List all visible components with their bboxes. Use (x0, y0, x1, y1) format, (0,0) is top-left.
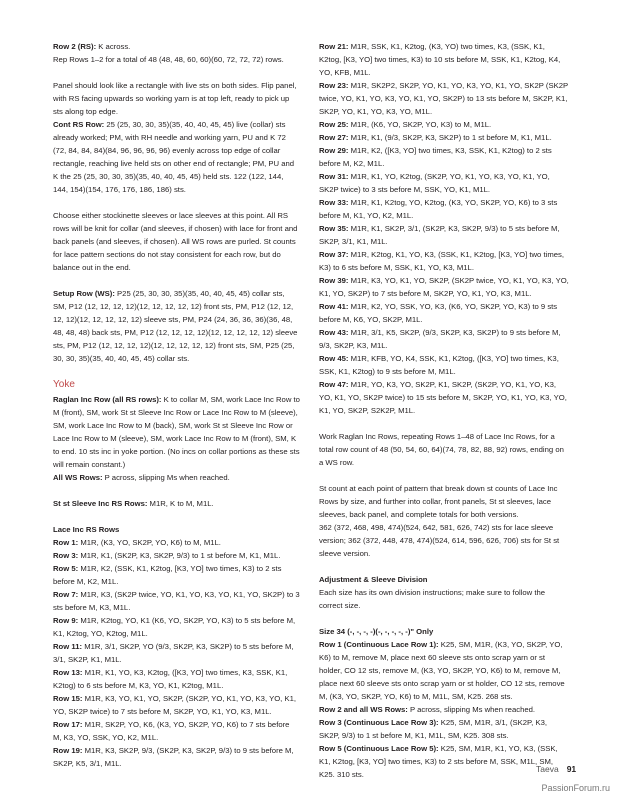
lace-row-label: Row 41: (319, 302, 349, 311)
lace-row (319, 352, 569, 378)
stst-text: M1R, K to M, M1L. (147, 499, 214, 508)
lace-row-text: M1R, 3/1, K5, SK2P, (9/3, SK2P, K3, SK2P) to 9 sts before M, 9/3, SK2P, K3, M1L. (319, 328, 561, 350)
left-column (53, 40, 300, 770)
panel-paragraph: Panel should look like a rectangle with live sts on both sides. Flip panel, with RS facing upwards so working yarn is at top left, ready to pick up sts along top edge. (53, 81, 297, 116)
lace-row-text: M1R, 3/1, SK2P, YO (9/3, SK2P, K3, SK2P) to 5 sts before M, 3/1, SK2P, K1, M1L. (53, 642, 294, 664)
stst-paragraph (53, 497, 300, 510)
lace-row-label: Row 13: (53, 668, 83, 677)
lace-row-text: M1R, K2, YO, SSK, YO, K3, (K6, YO, SK2P, YO, K3) to 9 sts before M, K6, YO, SK2P, M1L. (319, 302, 558, 324)
lace-row-label: Row 27: (319, 133, 349, 142)
lace-row (319, 274, 569, 300)
lace-row-label: Row 3: (53, 551, 79, 560)
lace-row-text: M1R, K1, (9/3, SK2P, K3, SK2P) to 1 st before M, K1, M1L. (348, 133, 552, 142)
lace-row-text: M1R, K1, YO, K2tog, (SK2P, YO, K1, YO, K3, YO, K1, YO, SK2P twice) to 3 sts before M, SSK, YO, K1, M1L. (319, 172, 550, 194)
lace-row-label: Row 1: (53, 538, 79, 547)
lace-row-label: Row 45: (319, 354, 349, 363)
size-heading: Size 34 (-, -, -, -)(-, -, -, -, -)" Only (319, 627, 434, 636)
size-row-label: Row 3 (Continuous Lace Row 3): (319, 718, 439, 727)
lace-row (319, 144, 569, 170)
lace-row (53, 588, 300, 614)
size-row-label: Row 2 and all WS Rows: (319, 705, 408, 714)
size-row-text: K25, SM, M1R, K1, YO, K3, (SSK, K1, K2tog, [K3, YO] two times, K3) to 2 sts before M, SSK, M1L, SM, K25. 310 sts. (319, 744, 558, 779)
size-row-text: P across, slipping Ms when reached. (407, 705, 536, 714)
watermark: PassionForum.ru (541, 783, 610, 793)
lace-row-label: Row 17: (53, 720, 83, 729)
lace-row-text: M1R, K3, SK2P, 9/3, (SK2P, K3, SK2P, 9/3) to 9 sts before M, SK2P, K5, 3/1, M1L. (53, 746, 294, 768)
lace-row (53, 692, 300, 718)
allws-label: All WS Rows: (53, 473, 103, 482)
raglan-paragraph (53, 393, 300, 471)
lace-row-text: M1R, SK2P2, SK2P, YO, K1, YO, K3, YO, K1, YO, SK2P (SK2P twice, YO, K1, YO, K3, YO, K1, YO, SK2P) to 13 sts before M, SK2P, K1, SK2P, YO, K1, YO, K3, YO, M1L. (319, 81, 568, 116)
size-row (319, 716, 569, 742)
lace-row-label: Row 31: (319, 172, 349, 181)
lace-row-label: Row 21: (319, 42, 349, 51)
setup-label: Setup Row (WS): (53, 289, 115, 298)
adjust-heading: Adjustment & Sleeve Division (319, 575, 428, 584)
lace-row-label: Row 19: (53, 746, 83, 755)
lace-row-label: Row 7: (53, 590, 79, 599)
lace-row-label: Row 33: (319, 198, 349, 207)
lace-row-text: M1R, K2, ([K3, YO] two times, K3, SSK, K1, K2tog) to 2 sts before M, K2, M1L. (319, 146, 552, 168)
lace-row (319, 131, 569, 144)
lace-heading: Lace Inc RS Rows (53, 525, 120, 534)
lace-row (53, 536, 300, 549)
row2-label: Row 2 (RS): (53, 42, 97, 51)
choose-paragraph: Choose either stockinette sleeves or lace sleeves at this point. All RS rows will be knit for collar (and sleeves, if chosen) with lace for front and back panels (and sleeves, if chosen). All WS rows are purled. St counts for lace pattern sections do not stay consistent for each row, but do balance out in the end. (53, 211, 298, 272)
allws-text: P across, slipping Ms when reached. (102, 473, 230, 482)
lace-row-label: Row 9: (53, 616, 79, 625)
lace-row-label: Row 23: (319, 81, 349, 90)
lace-row (53, 666, 300, 692)
work-paragraph: Work Raglan Inc Rows, repeating Rows 1–48 of Lace Inc Rows, for a total row count of 48 (50, 54, 60, 64)(74, 78, 82, 88, 92) rows, ending on a WS row. (319, 432, 564, 467)
row2-paragraph (53, 40, 300, 53)
lace-row-text: M1R, (K3, YO, SK2P, YO, K6) to M, M1L. (78, 538, 221, 547)
lace-row (53, 549, 300, 562)
lace-row (319, 248, 569, 274)
lace-row-text: M1R, K2tog, YO, K1 (K6, YO, SK2P, YO, K3) to 5 sts before M, K1, K2tog, YO, K2tog, M1L. (53, 616, 296, 638)
stst-label: St st Sleeve Inc RS Rows: (53, 499, 148, 508)
lace-row-text: M1R, K1, (SK2P, K3, SK2P, 9/3) to 1 st before M, K1, M1L. (78, 551, 281, 560)
setup-paragraph (53, 287, 300, 365)
lace-row (53, 640, 300, 666)
lace-row-label: Row 29: (319, 146, 349, 155)
size-row-text: K25, SM, M1R, (K3, YO, SK2P, YO, K6) to M, remove M, place next 60 sleeve sts onto scrap yarn or st holder, CO 12 sts, remove M, (K3, YO, SK2P, YO, K6) to M, remove M, place next 60 sleeve sts onto scrap yarn or st holder, CO 12 sts, remove M, (K3, YO, SK2P, YO, K6) to M, M1L, SM, K25. 268 sts. (319, 640, 565, 701)
allws-paragraph (53, 471, 300, 484)
totals-text: 362 (372, 468, 498, 474)(524, 642, 581, 626, 742) sts for lace sleeve version; 362 (372, 448, 478, 474)(524, 614, 596, 626, 706) sts for St st sleeve version. (319, 523, 560, 558)
raglan-text: K to collar M, SM, work Lace Inc Row to M (front), SM, work St st Sleeve Inc Row or Lace Inc Row to M (sleeve), SM, work Lace Inc Row to M (back), SM, work St st Sleeve Inc Row or Lace Inc Row to M (sleeve), SM, work Lace Inc Row to M (front), SM, K to end. 10 sts inc in yoke portion. (No incs on collar portions as these sts will remain constant.) (53, 395, 300, 469)
rep-paragraph: Rep Rows 1–2 for a total of 48 (48, 48, 60, 60)(60, 72, 72, 72) rows. (53, 55, 284, 64)
lace-row-label: Row 47: (319, 380, 349, 389)
count-paragraph (319, 482, 569, 560)
lace-row-text: M1R, K3, (SK2P twice, YO, K1, YO, K3, YO, K1, YO, SK2P) to 3 sts before M, K3, M1L. (53, 590, 300, 612)
lace-row (53, 562, 300, 588)
lace-row-label: Row 35: (319, 224, 349, 233)
lace-row-text: M1R, K2tog, K1, YO, K3, (SSK, K1, K2tog, [K3, YO] two times, K3) to 6 sts before M, SSK, K1, YO, K3, M1L. (319, 250, 564, 272)
lace-row-text: M1R, K2, (SSK, K1, K2tog, [K3, YO] two times, K3) to 2 sts before M, K2, M1L. (53, 564, 282, 586)
page-footer (536, 764, 576, 774)
lace-row (53, 744, 300, 770)
cont-paragraph (53, 118, 300, 196)
lace-row-label: Row 15: (53, 694, 83, 703)
size-row (319, 638, 569, 703)
lace-row-label: Row 39: (319, 276, 349, 285)
lace-row-text: M1R, SK2P, YO, K6, (K3, YO, SK2P, YO, K6) to 7 sts before M, K3, YO, SSK, YO, K2, M1L. (53, 720, 290, 742)
lace-row-text: M1R, K3, YO, K1, YO, SK2P, (SK2P twice, YO, K1, YO, K3, YO, K1, YO, SK2P) to 7 sts before M, SK2P, YO, K1, YO, K3, M1L. (319, 276, 569, 298)
lace-row-text: M1R, K1, K2tog, YO, K2tog, (K3, YO, SK2P, YO, K6) to 3 sts before M, K1, YO, K2, M1L. (319, 198, 558, 220)
lace-row (319, 118, 569, 131)
lace-row (319, 326, 569, 352)
size-row-text: K25, SM, M1R, 3/1, (SK2P, K3, SK2P, 9/3) to 1 st before M, K1, M1L, SM, K25. 308 sts. (319, 718, 547, 740)
page-number: 91 (566, 764, 577, 774)
size-row-label: Row 5 (Continuous Lace Row 5): (319, 744, 439, 753)
cont-label: Cont RS Row: (53, 120, 105, 129)
lace-row-text: M1R, K1, SK2P, 3/1, (SK2P, K3, SK2P, 9/3) to 5 sts before M, SK2P, 3/1, K1, M1L. (319, 224, 560, 246)
lace-row-text: M1R, YO, K3, YO, SK2P, K1, SK2P, (SK2P, YO, K1, YO, K3, YO, K1, YO, SK2P twice) to 15 sts before M, SK2P, YO, K1, YO, K3, YO, K1, YO, SK2P, S2K2P, M1L. (319, 380, 567, 415)
lace-row (53, 718, 300, 744)
size-row (319, 742, 569, 781)
adjust-paragraph: Each size has its own division instructions; make sure to follow the correct size. (319, 588, 546, 610)
lace-row-text: M1R, KFB, YO, K4, SSK, K1, K2tog, ([K3, YO] two times, K3, SSK, K1, K2tog) to 9 sts before M, M1L. (319, 354, 559, 376)
lace-row-label: Row 37: (319, 250, 349, 259)
lace-row (319, 378, 569, 417)
lace-row-text: M1R, K1, YO, K3, K2tog, ([K3, YO] two times, K3, SSK, K1, K2tog) to 6 sts before M, K3, YO, K1, K2tog, M1L. (53, 668, 288, 690)
lace-row (319, 300, 569, 326)
lace-row-label: Row 43: (319, 328, 349, 337)
setup-text: P25 (25, 30, 30, 35)(35, 40, 40, 45, 45) collar sts, SM, P12 (12, 12, 12, 12)(12, 12, 12, 12, 12) front sts, PM, P12 (12, 12, 12, 12)(12, 12, 12, 12, 12) sleeve sts, PM, P24 (24, 36, 36, 36)(36, 48, 48, 48, 48) back sts, PM, P12 (12, 12, 12, 12)(12, 12, 12, 12, 12) sleeve sts, PM, P12 (12, 12, 12, 12)(12, 12, 12, 12, 12) front sts, SM, P25 (25, 30, 30, 35)(35, 40, 40, 45, 45) collar sts. (53, 289, 298, 363)
lace-row (53, 614, 300, 640)
row2-text: K across. (96, 42, 131, 51)
right-column (319, 40, 569, 781)
lace-row (319, 79, 569, 118)
size-row-label: Row 1 (Continuous Lace Row 1): (319, 640, 439, 649)
lace-row (319, 196, 569, 222)
size-row (319, 703, 569, 716)
lace-row-text: M1R, SSK, K1, K2tog, (K3, YO) two times, K3, (SSK, K1, K2tog, [K3, YO] two times, K3) to 10 sts before M, SSK, K1, K2tog, K4, YO, KFB, M1L. (319, 42, 561, 77)
lace-row (319, 222, 569, 248)
cont-text: 25 (25, 30, 30, 35)(35, 40, 40, 45, 45) live (collar) sts already worked; PM, with RH needle and working yarn, PU and K 72 (72, 84, 84, 84)(84, 96, 96, 96, 96) evenly across top edge of collar rectangle, reaching live held sts on other end of rectangle; PM, PU and K the 25 (25, 30, 30, 35)(35, 40, 40, 45, 45) held sts. 122 (122, 144, 144, 154)(154, 176, 176, 186, 186) sts. (53, 120, 295, 194)
lace-row-text: M1R, K3, YO, K1, YO, SK2P, (SK2P, YO, K1, YO, K3, YO, K1, YO, SK2P twice) to 7 sts before M, SK2P, YO, K1, YO, K3, M1L. (53, 694, 296, 716)
raglan-label: Raglan Inc Row (all RS rows): (53, 395, 162, 404)
count-text: St count at each point of pattern that break down st counts of Lace Inc Rows by size, and further into collar, front panels, St st sleeves, lace sleeves, back panel, and complete totals for both versions. (319, 484, 558, 519)
lace-row-text: M1R, (K6, YO, SK2P, YO, K3) to M, M1L. (348, 120, 492, 129)
lace-row-label: Row 11: (53, 642, 83, 651)
lace-row-label: Row 25: (319, 120, 349, 129)
yoke-heading: Yoke (53, 379, 75, 390)
lace-row (319, 40, 569, 79)
footer-pattern-name: Taeva (536, 764, 559, 774)
lace-row (319, 170, 569, 196)
lace-row-label: Row 5: (53, 564, 79, 573)
